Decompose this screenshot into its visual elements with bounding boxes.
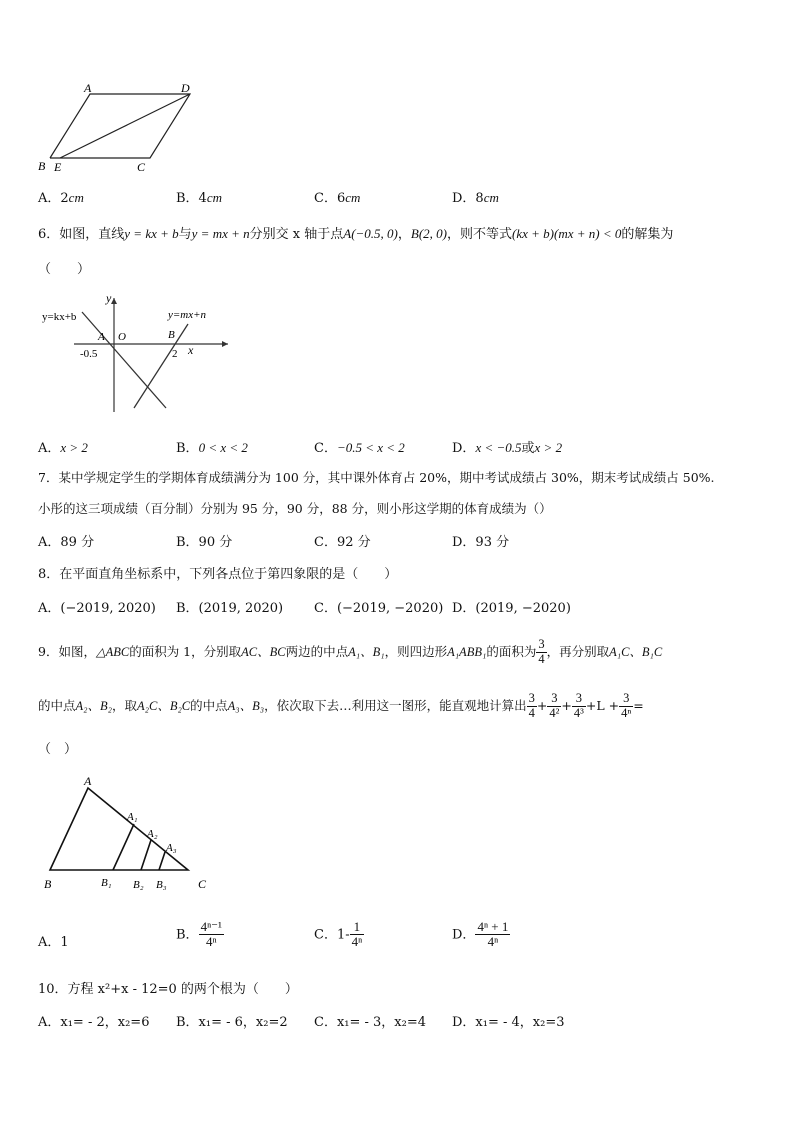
q8-option-d[interactable]: D．(2019, −2020) [452,601,571,616]
q6-graph-figure [38,290,228,415]
q5-option-d[interactable]: D．8cm [452,190,499,206]
label-x: x [188,343,194,357]
label-line2: y=mx+n [168,309,207,321]
parallelogram-figure [30,78,230,178]
q8-option-b[interactable]: B．(2019, 2020) [176,601,284,616]
label-line1: y=kx+b [42,311,77,323]
q10-option-d[interactable]: D．x₁= - 4，x₂=3 [452,1015,565,1030]
sum-term-2: $\frac{3}{\text{4²}}$ [549,691,560,720]
label-B3: B₃ [156,879,167,891]
q7-option-b[interactable]: B．90 分 [176,535,233,550]
label-O: O [118,331,126,343]
q10-option-b[interactable]: B．x₁= - 6，x₂=2 [176,1015,288,1030]
segment-A2B2 [141,840,151,870]
q9-answer-paren: （ ） [38,742,78,757]
q8-stem: 8．在平面直角坐标系中，下列各点位于第四象限的是（ ） [38,567,398,582]
label-A: A [84,774,92,788]
q5-option-a[interactable]: A．2cm [38,190,84,206]
q9-option-c[interactable]: C．1- $\frac{1}{\text{4ⁿ}}$ [314,919,363,950]
q10-stem: 10．方程 x²+x - 12=0 的两个根为（ ） [38,982,298,997]
label-A3: A₃ [166,842,177,854]
parallelogram-outline [50,94,190,158]
q10-option-a[interactable]: A．x₁= - 2，x₂=6 [38,1015,150,1030]
label-B2: B₂ [133,879,144,891]
label-A1: A₁ [127,811,138,823]
label-D: D [181,81,190,95]
label-B: B [168,329,175,341]
q6-option-a[interactable]: A．x > 2 [38,440,88,456]
label-A: A [98,331,105,343]
q6-option-b[interactable]: B．0 < x < 2 [176,440,248,456]
q9-stem-line1: 9．如图，△ABC的面积为 1，分别取AC、BC两边的中点A₁、B₁，则四边形A₁ABB₁的面积为 $\frac{3}{4}$ ，再分别取A₁C、B₁C [38,637,663,666]
q10-option-c[interactable]: C．x₁= - 3，x₂=4 [314,1015,427,1030]
label-C: C [198,877,207,891]
label-y: y [106,291,112,305]
label-A: A [84,81,92,95]
sum-term-n: $\frac{3}{\text{4ⁿ}}$ [621,691,632,720]
q5-option-c[interactable]: C．6cm [314,190,361,206]
q7-option-c[interactable]: C．92 分 [314,535,371,550]
q9-option-b[interactable]: B． $\frac{\text{4ⁿ⁻¹}}{\text{4ⁿ}}$ [176,919,222,950]
label-E: E [54,160,62,174]
sum-term-3: $\frac{3}{\text{4³}}$ [573,691,584,720]
label-C: C [137,160,146,174]
q6-stem: 6．如图，直线y = kx + b与y = mx + n分别交 x 轴于点A(−0.5, 0)，B(2, 0)，则不等式(kx + b)(mx + n) < 0的解集为 [38,226,674,242]
line-mx-plus-n [134,324,188,408]
x-arrow-icon [222,341,228,347]
fraction-three-quarters: $\frac{3}{4}$ [538,637,545,666]
label-neg-half: -0.5 [80,348,98,360]
q8-option-a[interactable]: A．(−2019, 2020) [38,601,156,616]
segment-A1B1 [113,824,134,870]
y-arrow-icon [111,298,117,304]
line-kx-plus-b [82,312,166,408]
q7-option-d[interactable]: D．93 分 [452,535,510,550]
label-A2: A₂ [147,828,158,840]
q6-option-c[interactable]: C．−0.5 < x < 2 [314,440,405,456]
q7-option-a[interactable]: A．89 分 [38,535,95,550]
q6-option-d[interactable]: D．x < −0.5或x > 2 [452,440,563,456]
segment-A3B3 [159,852,165,870]
q9-triangle-figure [38,772,228,897]
q7-stem-line2: 小彤的这三项成绩（百分制）分别为 95 分，90 分，88 分，则小彤这学期的体育成绩为（） [38,501,552,516]
label-B1: B₁ [101,877,112,889]
q9-option-d[interactable]: D． $\frac{\text{4ⁿ + 1}}{\text{4ⁿ}}$ [452,919,509,950]
q7-stem-line1: 7．某中学规定学生的学期体育成绩满分为 100 分，其中课外体育占 20%，期中考试成绩占 30%，期末考试成绩占 50%. [38,470,715,485]
sum-term-1: $\frac{3}{4}$ [528,691,535,720]
label-B: B [44,877,52,891]
q6-answer-paren: （ ） [38,262,91,277]
q9-option-a[interactable]: A．1 [38,935,69,950]
q8-option-c[interactable]: C．(−2019, −2020) [314,601,444,616]
label-two: 2 [172,348,178,360]
q9-stem-line2: 的中点A₂、B₂，取A₂C、B₂C的中点A₃、B₃，依次取下去…利用这一图形，能直观地计算出 $\frac{3}{4}$ + $\frac{3}{\text{4²}}$ + $\frac{3}{\text{4³}}$ +L + $\frac{3}{\text{4ⁿ}}$ = [38,691,644,720]
q5-option-b[interactable]: B．4cm [176,190,222,206]
label-B: B [38,159,46,173]
